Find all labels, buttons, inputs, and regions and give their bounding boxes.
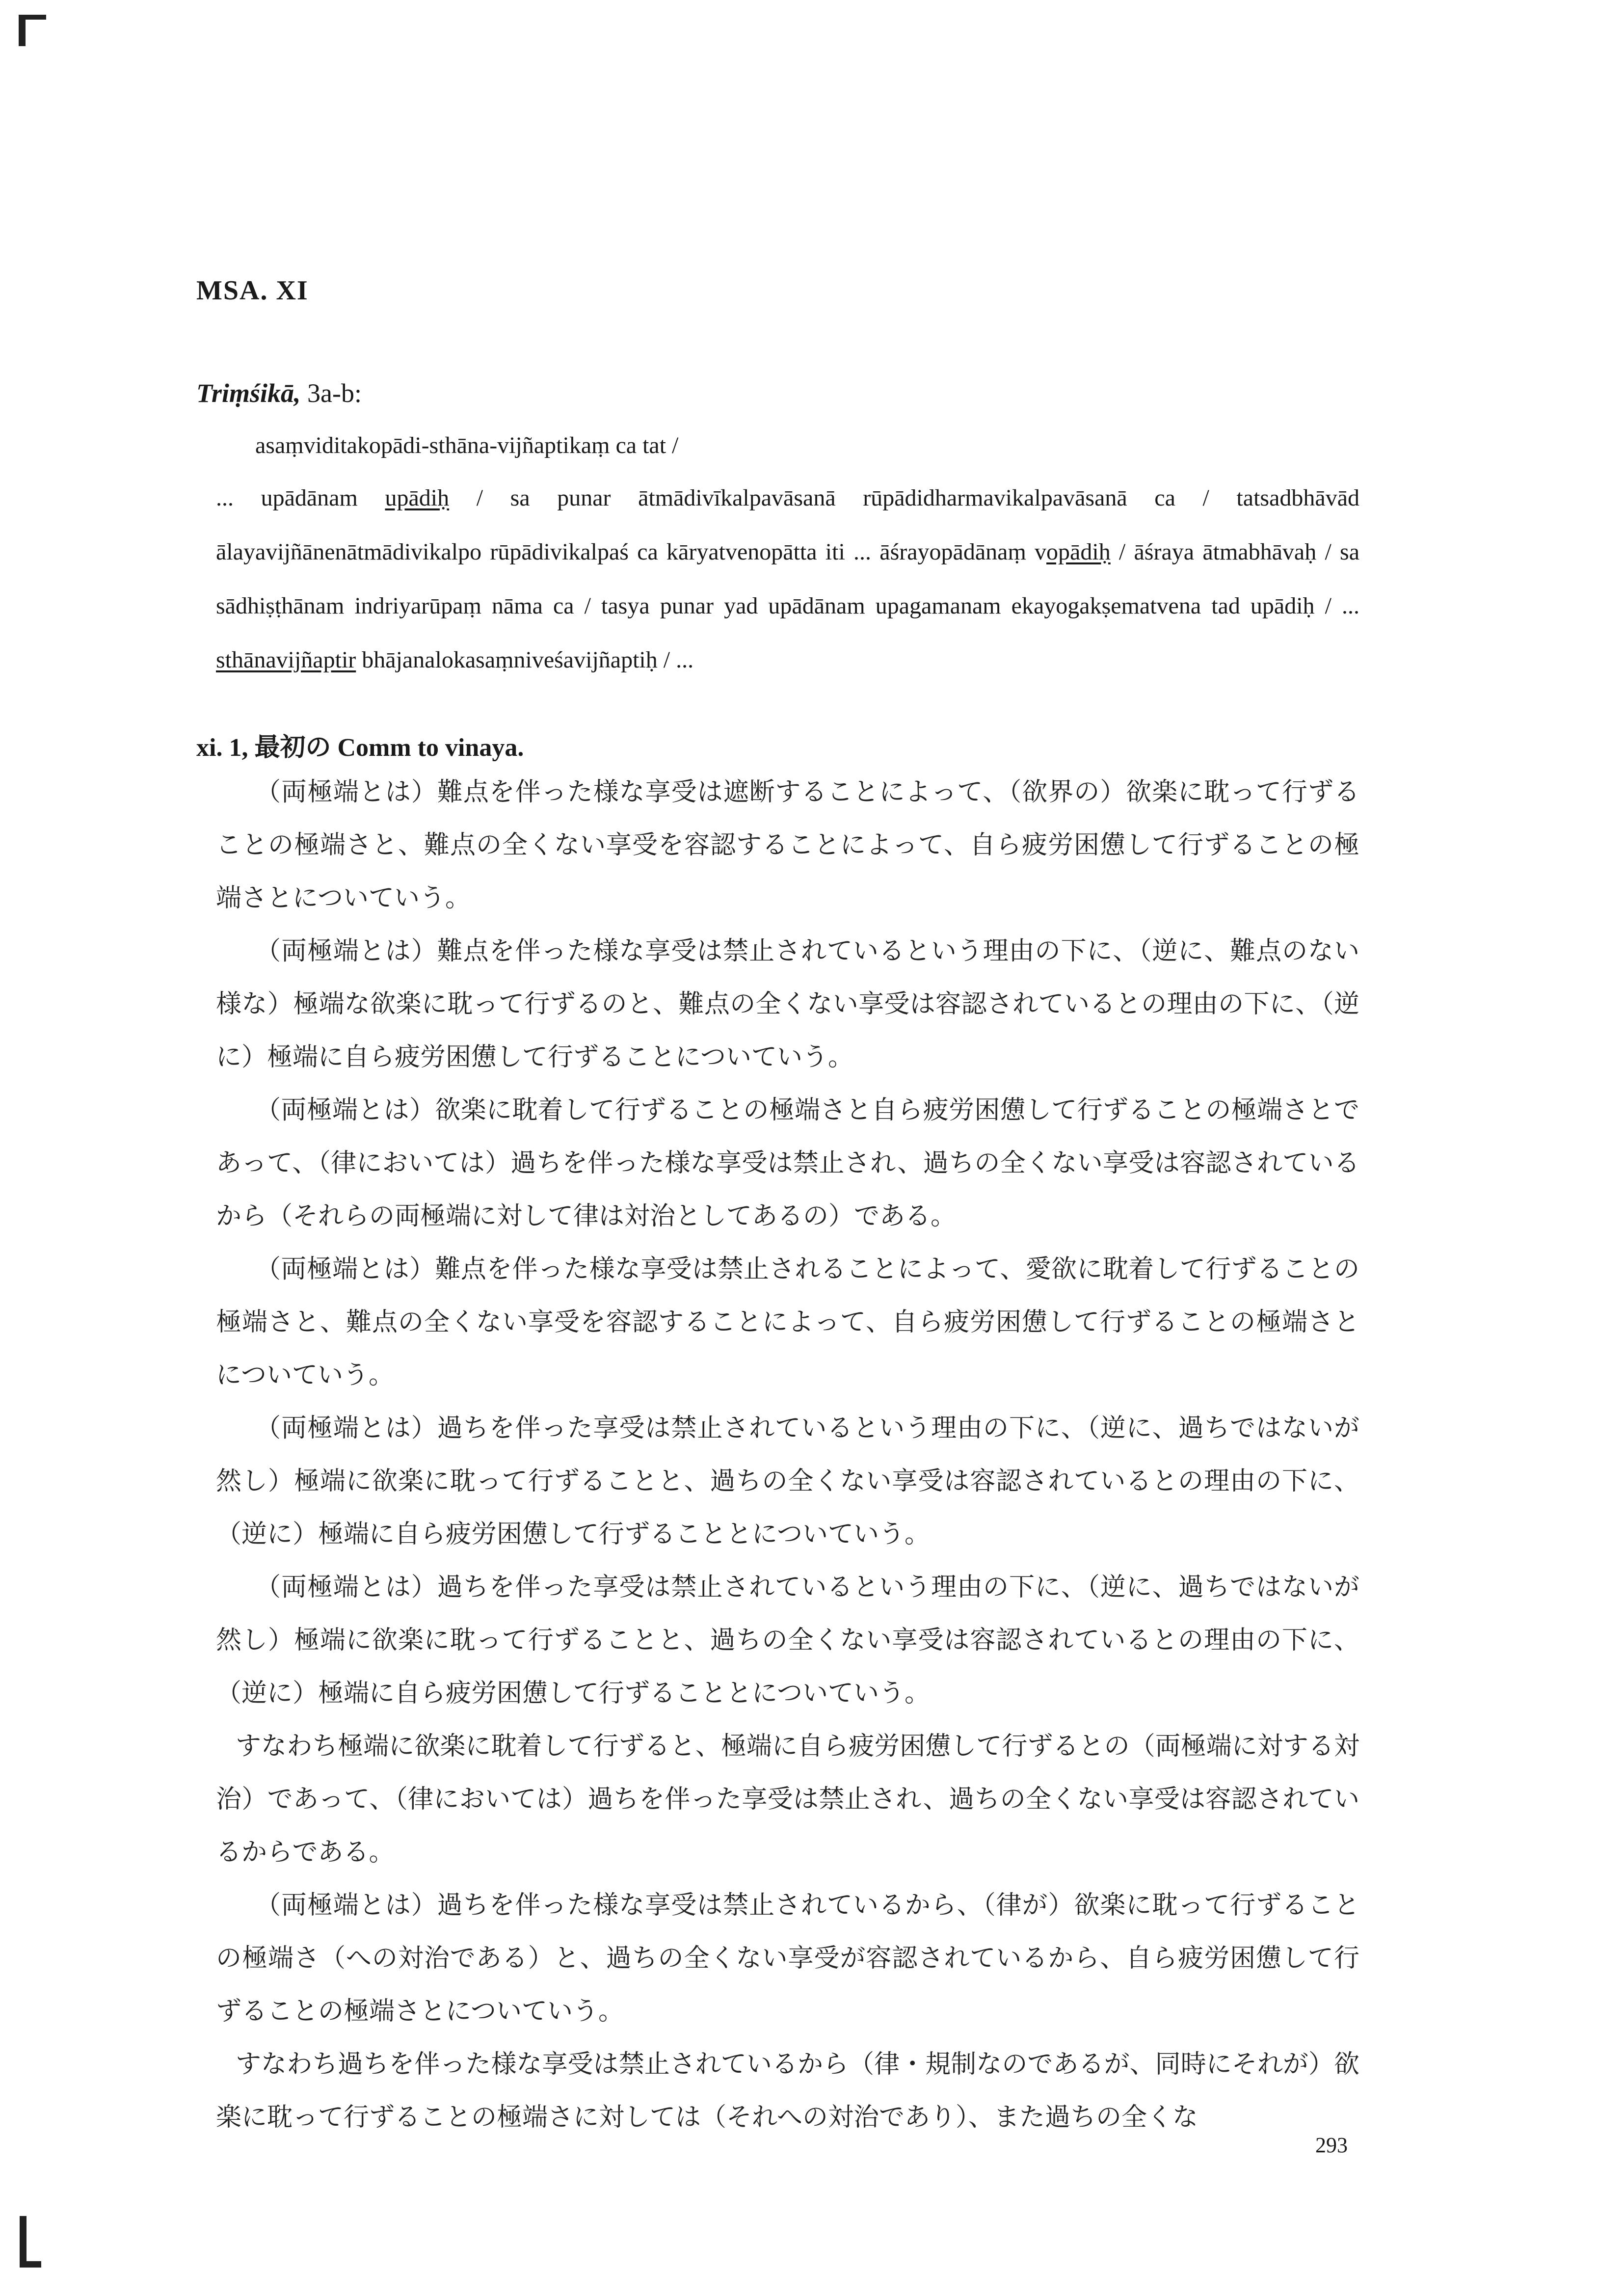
underlined-term: sthānavijñaptir	[216, 647, 356, 673]
corner-crop-mark-icon	[19, 15, 46, 46]
translation-paragraph: すなわち過ちを伴った様な享受は禁止されているから（律・規制なのであるが、同時にそれが）欲楽に耽って行ずることの極端さに対しては（それへの対治であり）、また過ちの全くな	[216, 2050, 1359, 2132]
sanskrit-commentary	[216, 471, 1359, 687]
page-number: 293	[1315, 2133, 1348, 2157]
translation-paragraph: （両極端とは）難点を伴った様な享受は禁止されているという理由の下に、（逆に、難点のない様な）極端な欲楽に耽って行ずるのと、難点の全くない享受は容認されているとの理由の下に、（逆に）極端に自ら疲労困憊して行ずることについていう。	[216, 936, 1359, 1072]
translation-paragraph: （両極端とは）過ちを伴った享受は禁止されているという理由の下に、（逆に、過ちではないが然し）極端に欲楽に耽って行ずることと、過ちの全くない享受は容認されているとの理由の下に、（逆に）極端に自ら疲労困憊して行ずることとについていう。	[216, 1414, 1359, 1549]
verse-text: asaṃviditakopādi-sthāna-vijñaptikaṃ ca tat /	[255, 432, 679, 458]
corner-crop-mark-icon	[20, 2216, 41, 2268]
japanese-translation	[216, 766, 1359, 2144]
translation-paragraph: すなわち極端に欲楽に耽着して行ずると、極端に自ら疲労困憊して行ずるとの（両極端に対する対治）であって、（律においては）過ちを伴った享受は禁止され、過ちの全くない享受は容認されているからである。	[216, 1732, 1359, 1867]
commentary-paragraph: ... upādānam upādiḥ / sa punar ātmādivīkalpavāsanā rūpādidharmavikalpavāsanā ca / tatsadbhāvād ālayavijñānenātmādivikalpo rūpādivikalpaś ca kāryatvenopātta iti ... āśrayopādānaṃ vopādiḥ / āśraya ātmabhāvaḥ / sa sādhiṣṭhānam indriyarūpaṃ nāma ca / tasya punar yad upādānam upagamanam ekayogakṣematvena tad upādiḥ / ... sthānavijñaptir bhājanalokasaṃniveśavijñaptiḥ / ...	[216, 485, 1360, 673]
underlined-term: opādiḥ	[1046, 539, 1111, 565]
source-reference	[196, 378, 362, 408]
translation-paragraph: （両極端とは）欲楽に耽着して行ずることの極端さと自ら疲労困憊して行ずることの極端さとであって、（律においては）過ちを伴った様な享受は禁止され、過ちの全くない享受は容認されているから（それらの両極端に対して律は対治としてあるの）である。	[216, 1095, 1359, 1231]
translation-paragraph: （両極端とは）過ちを伴った様な享受は禁止されているから、（律が）欲楽に耽って行ずることの極端さ（への対治である）と、過ちの全くない享受が容認されているから、自ら疲労困憊して行ずることの極端さとについていう。	[216, 1891, 1359, 2026]
section-title: MSA. XI	[196, 275, 309, 306]
verse-reference: 3a-b:	[307, 378, 362, 408]
subsection-heading: xi. 1, 最初の Comm to vinaya.	[196, 734, 524, 762]
translation-paragraph: （両極端とは）難点を伴った様な享受は遮断することによって、（欲界の）欲楽に耽って行ずることの極端さと、難点の全くない享受を容認することによって、自ら疲労困憊して行ずることの極端さとについていう。	[216, 777, 1359, 913]
underlined-term: upādiḥ	[385, 485, 450, 511]
work-name: Triṃśikā,	[196, 378, 301, 408]
translation-paragraph: （両極端とは）難点を伴った様な享受は禁止されることによって、愛欲に耽着して行ずることの極端さと、難点の全くない享受を容認することによって、自ら疲労困憊して行ずることの極端さとについていう。	[216, 1255, 1359, 1390]
translation-paragraph: （両極端とは）過ちを伴った享受は禁止されているという理由の下に、（逆に、過ちではないが然し）極端に欲楽に耽って行ずることと、過ちの全くない享受は容認されているとの理由の下に、（逆に）極端に自ら疲労困憊して行ずることとについていう。	[216, 1573, 1359, 1708]
